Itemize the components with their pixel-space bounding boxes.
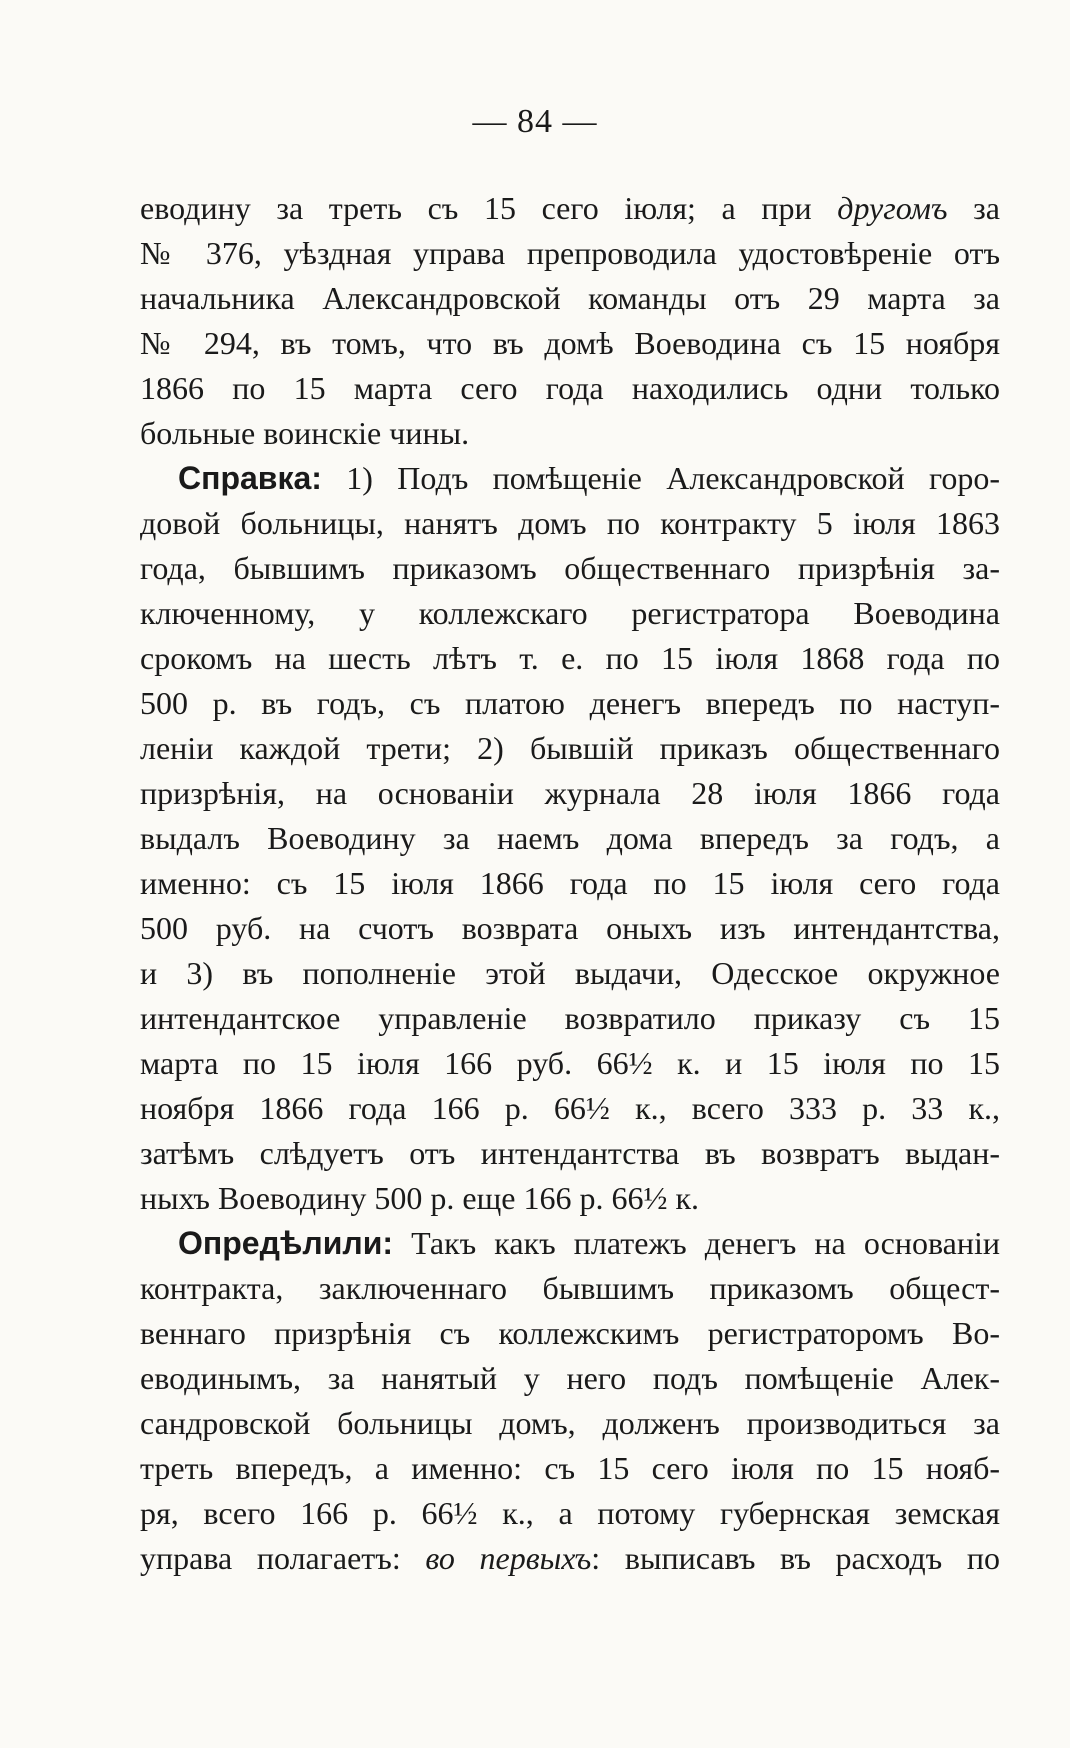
text-line [140,546,1000,591]
page-number: — 84 — [472,103,598,140]
text-run: ныхъ Воеводину 500 р. еще 166 р. 66½ к. [140,1180,699,1216]
text-run: треть впередъ, а именно: съ 15 сего іюля по 15 нояб- [140,1450,1000,1486]
text-run: управа полагаетъ: [140,1540,426,1576]
text-run: : выписавъ въ расходъ по [591,1540,1001,1576]
italic-text: во первыхъ [425,1540,592,1576]
text-line [140,726,1000,771]
text-run: еводину за треть съ 15 сего іюля; а при [140,190,838,226]
text-line [140,951,1000,996]
text-run: начальника Александровской команды отъ 29 марта за [140,280,1000,316]
text-line [140,456,1000,501]
text-run: интендантское управленіе возвратило приказу съ 15 [140,1000,1000,1036]
text-run: 500 руб. на счотъ возврата оныхъ изъ интендантства, [140,910,1000,946]
text-line [140,1491,1000,1536]
text-line [140,591,1000,636]
text-run: довой больницы, нанятъ домъ по контракту 5 іюля 1863 [140,505,1000,541]
text-run: призрѣнія, на основаніи журнала 28 іюля 1866 года [140,775,1000,811]
section-heading: Справка: [178,460,322,496]
text-run: леніи каждой трети; 2) бывшій приказъ общественнаго [140,730,1000,766]
text-run: 1) Подъ помѣщеніе Александровской горо- [321,460,1000,496]
text-line [140,1176,1000,1221]
text-run: 500 р. въ годъ, съ платою денегъ впередъ по наступ- [140,685,1000,721]
text-run: ря, всего 166 р. 66½ к., а потому губернская земская [140,1495,1000,1531]
text-line [140,996,1000,1041]
text-line [140,771,1000,816]
text-line [140,1446,1000,1491]
text-run: еводинымъ, за нанятый у него подъ помѣщеніе Алек- [140,1360,1000,1396]
text-run: выдалъ Воеводину за наемъ дома впередъ за годъ, а [140,820,1000,856]
text-line [140,411,1000,456]
text-run: 1866 по 15 марта сего года находились одни только [140,370,1000,406]
text-run: года, бывшимъ приказомъ общественнаго призрѣнія за- [140,550,1000,586]
text-line [140,906,1000,951]
text-run: ноября 1866 года 166 р. 66½ к., всего 333 р. 33 к., [140,1090,1000,1126]
text-line [140,1221,1000,1266]
text-run: и 3) въ пополненіе этой выдачи, Одесское окружное [140,955,1000,991]
text-line [140,816,1000,861]
text-run: сандровской больницы домъ, долженъ производиться за [140,1405,1000,1441]
text-line [140,681,1000,726]
text-run: больные воинскіе чины. [140,415,470,451]
text-run: контракта, заключеннаго бывшимъ приказомъ общест- [140,1270,1000,1306]
text-run: ключенному, у коллежскаго регистратора Воеводина [140,595,1000,631]
text-line [140,1536,1000,1581]
body-text [140,186,1000,1581]
text-line [140,861,1000,906]
text-line [140,321,1000,366]
text-line [140,501,1000,546]
text-line [140,1131,1000,1176]
text-line [140,186,1000,231]
text-run: Такъ какъ платежъ денегъ на основаніи [393,1225,1000,1261]
text-line [140,1266,1000,1311]
text-run: срокомъ на шесть лѣтъ т. е. по 15 іюля 1868 года по [140,640,1000,676]
text-run: за [947,190,1001,226]
text-line [140,1041,1000,1086]
text-line [140,1401,1000,1446]
italic-text: другомъ [837,190,948,226]
section-heading: Опредѣлили: [178,1225,394,1261]
text-run: № 294, въ томъ, что въ домѣ Воеводина съ 15 ноября [140,325,1000,361]
text-line [140,636,1000,681]
text-line [140,1356,1000,1401]
text-run: марта по 15 іюля 166 руб. 66½ к. и 15 іюля по 15 [140,1045,1000,1081]
text-run: затѣмъ слѣдуетъ отъ интендантства въ возвратъ выдан- [140,1135,1000,1171]
text-line [140,276,1000,321]
text-line [140,1311,1000,1356]
text-run: веннаго призрѣнія съ коллежскимъ регистраторомъ Во- [140,1315,1000,1351]
text-run: именно: съ 15 іюля 1866 года по 15 іюля сего года [140,865,1000,901]
text-line [140,1086,1000,1131]
text-run: № 376, уѣздная управа препроводила удостовѣреніе отъ [140,235,1000,271]
text-line [140,366,1000,411]
text-line [140,231,1000,276]
